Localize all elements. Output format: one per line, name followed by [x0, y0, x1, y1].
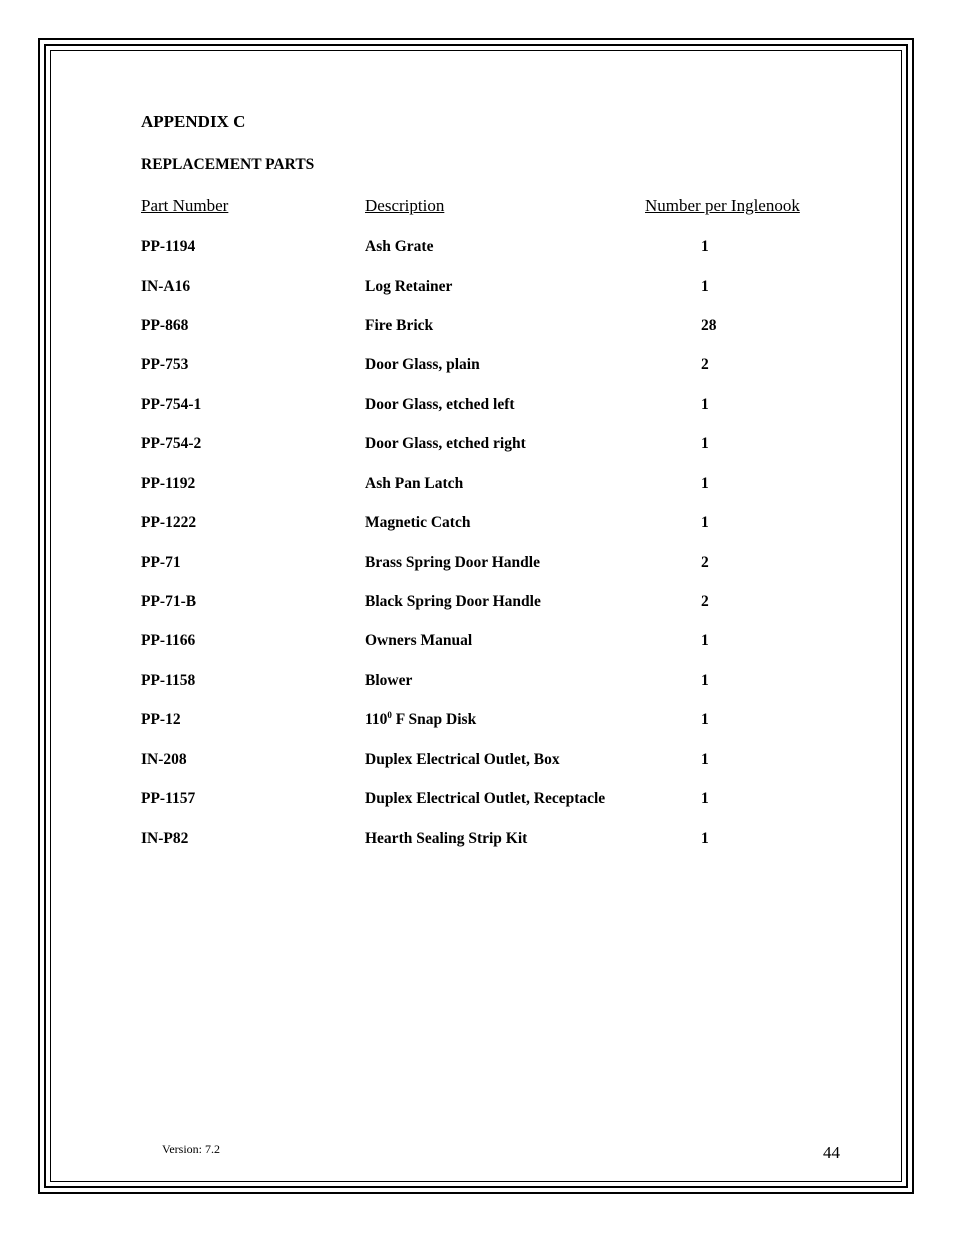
- table-row: [0, 514, 954, 538]
- part-quantity: 1: [701, 238, 709, 255]
- part-number: IN-208: [141, 751, 187, 768]
- appendix-title: APPENDIX C: [141, 112, 246, 131]
- part-description: Black Spring Door Handle: [365, 593, 541, 610]
- part-description: Duplex Electrical Outlet, Box: [365, 751, 560, 768]
- part-description: Hearth Sealing Strip Kit: [365, 830, 528, 847]
- part-number: PP-753: [141, 356, 189, 373]
- part-quantity: 1: [701, 475, 709, 492]
- table-row: [0, 435, 954, 459]
- part-number: PP-754-1: [141, 396, 202, 413]
- table-row: [0, 475, 954, 499]
- part-quantity: 1: [701, 514, 709, 531]
- header-part-number: Part Number: [141, 196, 229, 215]
- version-label: Version: 7.2: [162, 1142, 220, 1156]
- part-quantity: 1: [701, 751, 709, 768]
- part-description: Door Glass, etched right: [365, 435, 526, 452]
- part-number: PP-1222: [141, 514, 197, 531]
- header-description: Description: [365, 196, 445, 215]
- table-row: [0, 278, 954, 302]
- table-row: [0, 830, 954, 854]
- part-description: Ash Pan Latch: [365, 475, 464, 492]
- table-row: [0, 317, 954, 341]
- table-row: [0, 751, 954, 775]
- table-row: [0, 238, 954, 262]
- table-row: [0, 396, 954, 420]
- table-row: [0, 790, 954, 814]
- part-number: PP-1157: [141, 790, 196, 807]
- table-row: [0, 632, 954, 656]
- part-description: Blower: [365, 672, 413, 689]
- part-number: IN-P82: [141, 830, 189, 847]
- part-quantity: 28: [701, 317, 717, 334]
- part-quantity: 2: [701, 593, 709, 610]
- part-description: Fire Brick: [365, 317, 434, 334]
- part-quantity: 1: [701, 830, 709, 847]
- part-number: PP-71-B: [141, 593, 197, 610]
- page-number: 44: [823, 1143, 840, 1162]
- part-number: PP-1166: [141, 632, 196, 649]
- degree-superscript: 0: [387, 709, 392, 720]
- part-number: PP-1192: [141, 475, 196, 492]
- part-quantity: 1: [701, 278, 709, 295]
- part-number: PP-12: [141, 711, 181, 728]
- part-quantity: 1: [701, 672, 709, 689]
- table-row: [0, 554, 954, 578]
- table-row: [0, 356, 954, 380]
- section-title: REPLACEMENT PARTS: [141, 156, 315, 173]
- part-number: PP-1194: [141, 238, 196, 255]
- part-quantity: 1: [701, 711, 709, 728]
- description-text: F Snap Disk: [391, 711, 477, 728]
- table-row: [0, 593, 954, 617]
- part-number: PP-71: [141, 554, 181, 571]
- part-quantity: 1: [701, 396, 709, 413]
- part-quantity: 2: [701, 554, 709, 571]
- part-description: Door Glass, plain: [365, 356, 480, 373]
- part-quantity: 1: [701, 435, 709, 452]
- part-description: Door Glass, etched left: [365, 396, 515, 413]
- table-row: [0, 711, 954, 735]
- part-description: Ash Grate: [365, 238, 434, 255]
- part-number: IN-A16: [141, 278, 191, 295]
- part-description: Magnetic Catch: [365, 514, 471, 531]
- temperature-value: 110: [365, 711, 388, 728]
- part-description: [365, 711, 476, 729]
- part-description: Log Retainer: [365, 278, 453, 295]
- part-description: Brass Spring Door Handle: [365, 554, 540, 571]
- part-description: Duplex Electrical Outlet, Receptacle: [365, 790, 606, 807]
- part-number: PP-754-2: [141, 435, 202, 452]
- part-number: PP-868: [141, 317, 189, 334]
- part-description: Owners Manual: [365, 632, 473, 649]
- header-quantity: Number per Inglenook: [645, 196, 800, 215]
- table-row: [0, 672, 954, 696]
- part-quantity: 2: [701, 356, 709, 373]
- part-quantity: 1: [701, 632, 709, 649]
- part-number: PP-1158: [141, 672, 196, 689]
- part-quantity: 1: [701, 790, 709, 807]
